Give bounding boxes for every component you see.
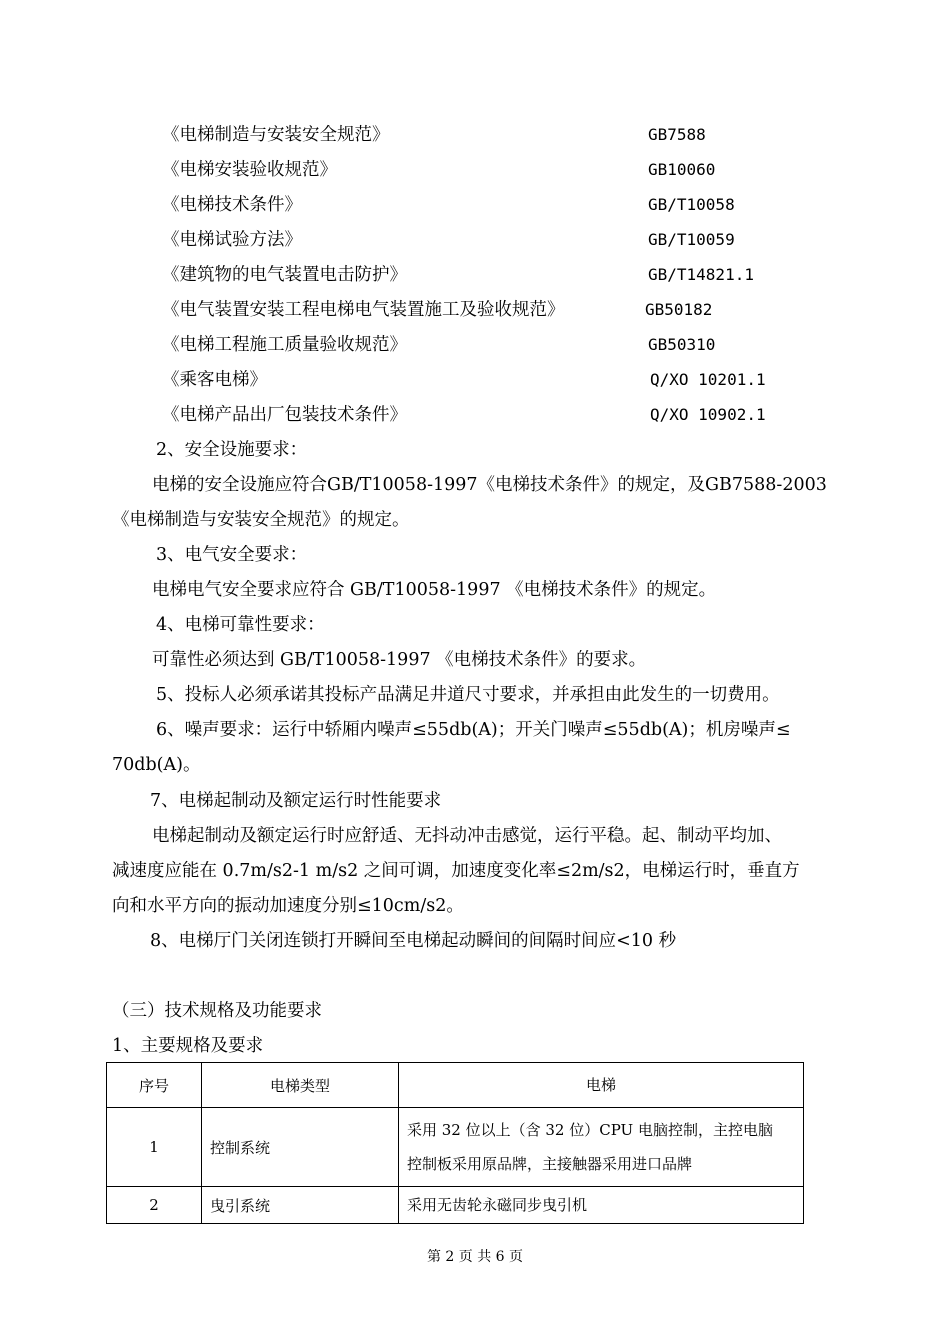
standard-row [0, 330, 950, 360]
table-header-row [107, 1063, 804, 1108]
standard-code: GB7588 [648, 125, 706, 144]
standard-title: 《电梯试验方法》 [162, 230, 302, 250]
cell-no: 2 [107, 1187, 202, 1224]
standard-row [0, 120, 950, 150]
standard-title: 《电梯产品出厂包装技术条件》 [162, 405, 407, 425]
standard-row [0, 155, 950, 185]
cell-desc [399, 1108, 804, 1187]
standard-code: GB50182 [645, 300, 713, 319]
standard-title: 《电气装置安装工程电梯电气装置施工及验收规范》 [162, 300, 565, 320]
standard-title: 《电梯制造与安装安全规范》 [162, 125, 390, 145]
section-heading: 2、安全设施要求： [156, 440, 308, 460]
paragraph-line: 电梯起制动及额定运行时应舒适、无抖动冲击感觉，运行平稳。起、制动平均加、 [152, 826, 782, 846]
cell-desc-line: 采用 32 位以上（含 32 位）CPU 电脑控制，主控电脑 [407, 1121, 773, 1139]
paragraph-line: 电梯电气安全要求应符合 GB/T10058-1997 《电梯技术条件》的规定。 [152, 580, 717, 600]
standard-code: Q/XO 10201.1 [650, 370, 766, 389]
cell-desc-line: 控制板采用原品牌，主接触器采用进口品牌 [407, 1155, 693, 1173]
paragraph-line: 《电梯制造与安装安全规范》的规定。 [112, 510, 410, 530]
paragraph-line: 可靠性必须达到 GB/T10058-1997 《电梯技术条件》的要求。 [152, 650, 647, 670]
standard-code: Q/XO 10902.1 [650, 405, 766, 424]
spec-table [106, 1062, 804, 1224]
section-heading: （三）技术规格及功能要求 [112, 1001, 322, 1021]
standard-row [0, 365, 950, 395]
section-heading: 4、电梯可靠性要求： [156, 615, 325, 635]
header-cell-no: 序号 [107, 1063, 202, 1108]
cell-no: 1 [107, 1108, 202, 1187]
section-heading: 1、主要规格及要求 [112, 1036, 264, 1056]
cell-type: 曳引系统 [202, 1187, 399, 1224]
standard-title: 《乘客电梯》 [162, 370, 267, 390]
paragraph-line: 减速度应能在 0.7m/s2-1 m/s2 之间可调，加速度变化率≤2m/s2，电梯运行时，垂直方 [112, 861, 800, 881]
paragraph-line: 向和水平方向的振动加速度分别≤10cm/s2。 [112, 896, 464, 916]
cell-desc [399, 1187, 804, 1224]
page-footer: 第 2 页 共 6 页 [426, 1249, 524, 1265]
standard-row [0, 225, 950, 255]
standard-code: GB/T14821.1 [648, 265, 754, 284]
standard-code: GB50310 [648, 335, 716, 354]
paragraph-line: 8、电梯厅门关闭连锁打开瞬间至电梯起动瞬间的间隔时间应<10 秒 [150, 931, 677, 951]
paragraph-line: 70db(A)。 [112, 755, 201, 775]
standard-row [0, 190, 950, 220]
table-row [107, 1187, 804, 1224]
paragraph-line: 电梯的安全设施应符合GB/T10058-1997《电梯技术条件》的规定，及GB7588-2003 [152, 475, 827, 495]
standard-code: GB/T10058 [648, 195, 735, 214]
standard-title: 《电梯工程施工质量验收规范》 [162, 335, 407, 355]
cell-desc-line: 采用无齿轮永磁同步曳引机 [407, 1196, 588, 1214]
section-heading: 3、电气安全要求： [156, 545, 308, 565]
cell-type: 控制系统 [202, 1108, 399, 1187]
section-heading: 7、电梯起制动及额定运行时性能要求 [150, 791, 442, 811]
standard-code: GB/T10059 [648, 230, 735, 249]
standard-title: 《建筑物的电气装置电击防护》 [162, 265, 407, 285]
paragraph-line: 6、噪声要求：运行中轿厢内噪声≤55db(A)；开关门噪声≤55db(A)；机房噪声≤ [156, 720, 791, 740]
standard-row [0, 400, 950, 430]
standard-row [0, 260, 950, 290]
header-cell-type: 电梯类型 [202, 1063, 399, 1108]
standard-title: 《电梯技术条件》 [162, 195, 302, 215]
header-cell-desc: 电梯 [399, 1063, 804, 1108]
table-row [107, 1108, 804, 1187]
standard-code: GB10060 [648, 160, 716, 179]
paragraph-line: 5、投标人必须承诺其投标产品满足井道尺寸要求，并承担由此发生的一切费用。 [156, 685, 780, 705]
standard-title: 《电梯安装验收规范》 [162, 160, 337, 180]
standard-row [0, 295, 950, 325]
